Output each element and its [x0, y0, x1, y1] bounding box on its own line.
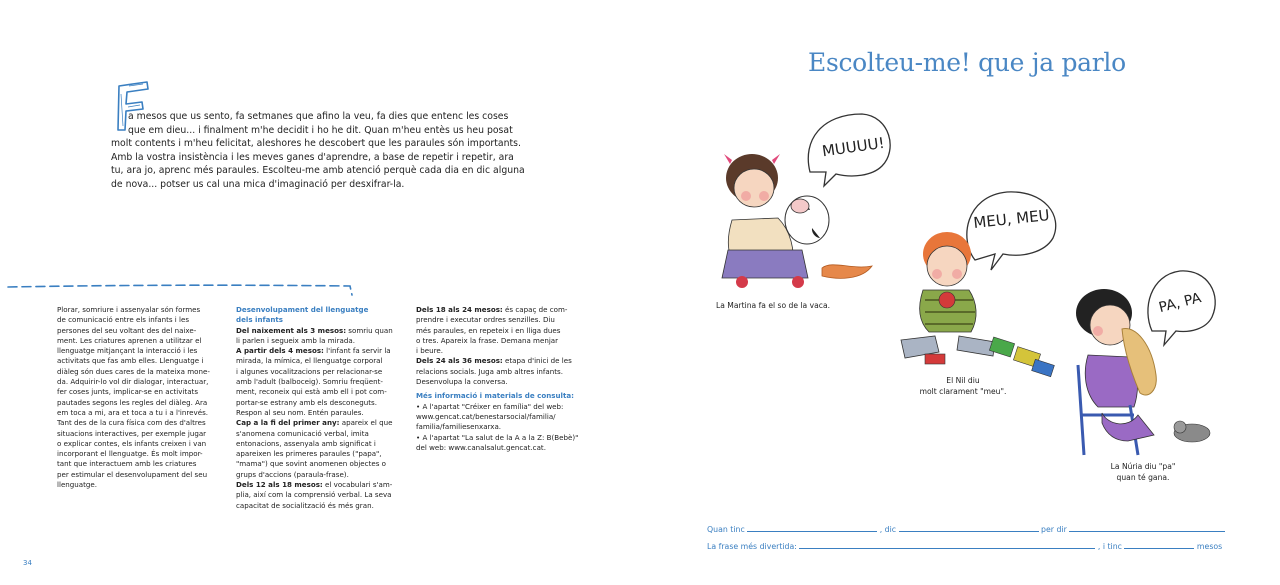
text-line: portar-se estrany amb els desconeguts.: [236, 397, 377, 407]
page-number: 34: [23, 559, 32, 567]
text-line: o tres. Apareix la frase. Demana menjar: [416, 335, 559, 345]
speech-bubble-text: MUUUU!: [820, 133, 886, 161]
text-line: grups d'accions (paraula-frase).: [236, 469, 349, 479]
column-later-stages: [416, 305, 591, 453]
boy-with-train-illustration: [895, 190, 1060, 385]
speech-bubble-text: PA, PA: [1157, 290, 1203, 317]
text-line: li parlen i segueix amb la mirada.: [236, 335, 355, 345]
text-line: plia, així com la comprensió verbal. La seva: [236, 490, 392, 500]
text-line: etapa d'inici de les: [502, 356, 572, 366]
intro-paragraph: [111, 110, 531, 192]
reference-line: • A l'apartat "La salut de la A a la Z: B(Bebè)": [416, 432, 579, 442]
text-line: pautades segons les regles del diàleg. Ara: [57, 397, 208, 407]
text-line: entonacions, assenyala amb significat i: [236, 438, 376, 448]
dashed-divider: [6, 281, 356, 297]
text-line: situacions interactives, per exemple jugar: [57, 428, 207, 438]
fill-label: La frase més divertida:: [707, 542, 797, 551]
text-line: activitats que fas amb elles. Llenguatge i: [57, 356, 204, 366]
text-line: llenguatge mitjançant la interacció i les: [57, 346, 198, 356]
text-line: Respon al seu nom. Entén paraules.: [236, 407, 364, 417]
girl-with-cow-illustration: [712, 110, 892, 295]
text-line: el vocabulari s'am-: [322, 480, 393, 490]
reference-link[interactable]: familia/familiesenxarxa.: [416, 422, 502, 432]
text-line: Desenvolupa la conversa.: [416, 377, 508, 387]
text-line: persones del seu voltant des del naixe-: [57, 325, 197, 335]
intro-line: Amb la vostra insistència i les meves ganes d'aprendre, a base de repetir i repetir, ara: [111, 151, 514, 163]
text-line: somriu quan: [346, 325, 393, 335]
reference-link[interactable]: www.gencat.cat/benestarsocial/familia/: [416, 411, 556, 421]
text-line: apareix el que: [339, 418, 393, 428]
text-line: Tant des de la cura física com des d'altres: [57, 418, 206, 428]
page-title: Escolteu-me! que ja parlo: [808, 48, 1126, 77]
text-line: prendre i executar ordres senzilles. Diu: [416, 315, 555, 325]
text-line: més paraules, en repeteix i en lliga dues: [416, 325, 561, 335]
fill-label: mesos: [1196, 542, 1223, 551]
stage-label: Dels 24 als 36 mesos:: [416, 356, 503, 366]
text-line: "mama") que sovint anomenen objectes o: [236, 459, 387, 469]
text-line: l'infant fa servir la: [323, 346, 391, 356]
girl-with-bread-illustration: [1068, 265, 1228, 460]
more-info-heading: Més informació i materials de consulta:: [416, 391, 574, 401]
stage-label: Cap a la fi del primer any:: [236, 418, 340, 428]
text-line: llenguatge.: [57, 480, 98, 490]
text-line: ment. Les criatures aprenen a utilitzar el: [57, 335, 202, 345]
months-blank[interactable]: [1124, 540, 1194, 549]
stage-label: Del naixement als 3 mesos:: [236, 325, 347, 335]
reference-link[interactable]: del web: www.canalsalut.gencat.cat.: [416, 442, 546, 452]
text-line: apareixen les primeres paraules ("papa",: [236, 449, 382, 459]
caption-nuria: [1098, 461, 1188, 483]
intro-line: a mesos que us sento, fa setmanes que afino la veu, fa dies que entenc les coses: [128, 111, 509, 122]
text-line: da. Adquirir-lo vol dir dialogar, interactuar,: [57, 377, 209, 387]
word-said-blank[interactable]: [899, 523, 1039, 532]
fill-label: Quan tinc: [707, 525, 745, 534]
fill-in-line-1: [707, 523, 1225, 534]
intro-line: tu, ara jo, aprenc més paraules. Escolteu-me amb atenció perquè cada dia en dic alguna: [111, 165, 525, 177]
text-line: capacitat de socialització és més gran.: [236, 500, 374, 510]
fill-in-line-2: [707, 540, 1222, 551]
text-line: s'anomena comunicació verbal, imita: [236, 428, 369, 438]
funniest-phrase-blank[interactable]: [799, 540, 1095, 549]
text-line: i beure.: [416, 346, 443, 356]
word-meaning-blank[interactable]: [1069, 523, 1225, 532]
fill-label: , dic: [879, 525, 897, 534]
stage-label: A partir dels 4 mesos:: [236, 346, 324, 356]
text-line: fer coses junts, implicar-se en activitats: [57, 387, 199, 397]
caption-nil: [908, 375, 1018, 397]
text-line: ment, reconeix qui està amb ell i pot com-: [236, 387, 387, 397]
text-line: em toca a mi, ara et toca a tu i a l'inrevés.: [57, 407, 209, 417]
fill-label: , i tinc: [1097, 542, 1122, 551]
text-line: i algunes vocalitzacions per relacionar-se: [236, 366, 383, 376]
text-line: mirada, la mímica, el llenguatge corporal: [236, 356, 383, 366]
text-line: per estimular el desenvolupament del seu: [57, 469, 208, 479]
text-line: és capaç de com-: [502, 305, 568, 314]
stage-label: Dels 12 als 18 mesos:: [236, 480, 323, 490]
text-line: incorporant el llenguatge. És molt impor-: [57, 449, 203, 459]
reference-line: • A l'apartat "Créixer en família" del web:: [416, 401, 564, 411]
speech-bubble-text: MEU, MEU: [972, 206, 1051, 232]
caption-line: La Núria diu "pa": [1110, 462, 1176, 471]
age-blank[interactable]: [747, 523, 877, 532]
column-intro-text: [57, 305, 227, 490]
caption-martina: La Martina fa el so de la vaca.: [716, 301, 831, 310]
text-line: Plorar, somriure i assenyalar són formes: [57, 305, 201, 314]
text-line: relacions socials. Juga amb altres infants.: [416, 366, 563, 376]
text-line: tant que interactuem amb les criatures: [57, 459, 197, 469]
intro-line: molt contents i m'heu felicitat, aleshores he descobert que les paraules són importants.: [111, 138, 521, 150]
caption-line: molt clarament "meu".: [919, 387, 1007, 396]
section-heading: Desenvolupament del llenguatge: [236, 305, 369, 314]
section-heading: dels infants: [236, 315, 284, 325]
column-language-development: [236, 305, 406, 511]
caption-line: El Nil diu: [946, 376, 980, 385]
fill-label: per dir: [1041, 525, 1067, 534]
intro-line: de nova... potser us cal una mica d'imaginació per desxifrar-la.: [111, 178, 405, 190]
caption-line: quan té gana.: [1116, 473, 1170, 482]
stage-label: Dels 18 als 24 mesos:: [416, 305, 503, 314]
text-line: o explicar contes, els infants creixen i van: [57, 438, 207, 448]
text-line: amb l'adult (balboceig). Somriu freqüent-: [236, 377, 383, 387]
text-line: de comunicació entre els infants i les: [57, 315, 190, 325]
text-line: diàleg són dues cares de la mateixa mone-: [57, 366, 210, 376]
intro-line: que em dieu... i finalment m'he decidit i ho he dit. Quan m'heu entès us heu posat: [128, 124, 513, 136]
